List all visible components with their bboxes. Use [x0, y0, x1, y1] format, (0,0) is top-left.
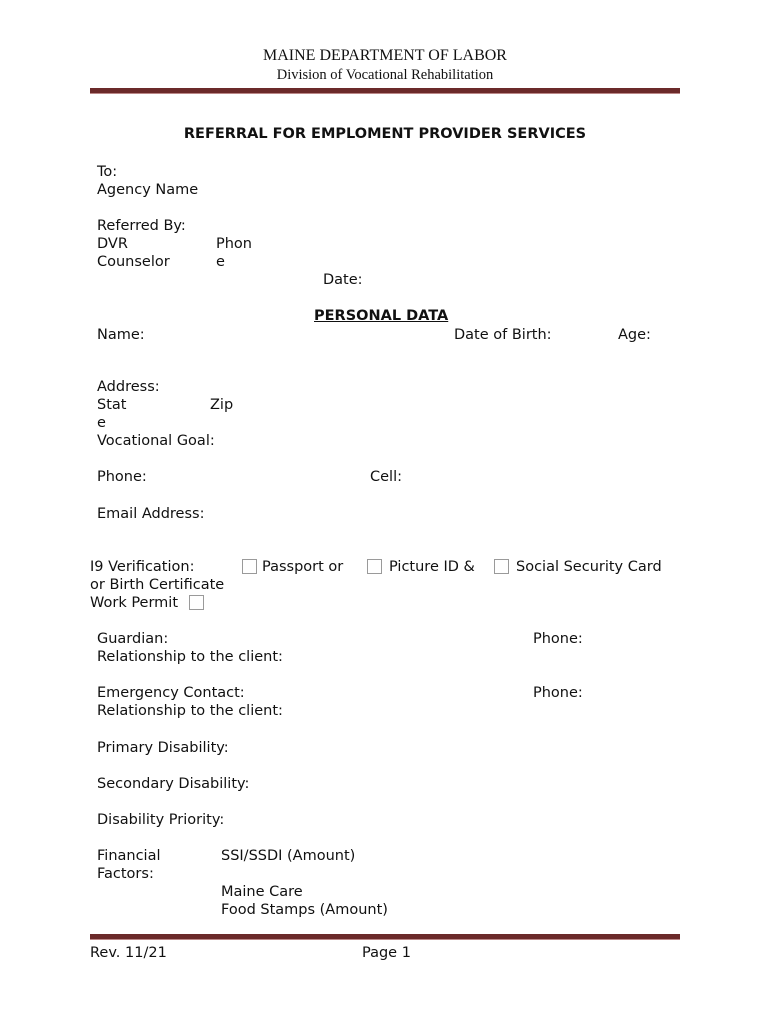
form-title: REFERRAL FOR EMPLOMENT PROVIDER SERVICES [183, 126, 587, 142]
referred-by-label: Referred By: [97, 218, 186, 234]
phone-label: Phone: [97, 469, 147, 485]
state-label-a: Stat [97, 397, 127, 413]
agency-name-label: Agency Name [97, 182, 199, 198]
counselor-label: Counselor [97, 254, 170, 270]
secondary-disability-label: Secondary Disability: [97, 776, 250, 792]
ssi-ssdi-label: SSI/SSDI (Amount) [221, 848, 356, 864]
financial-label-a: Financial [97, 848, 161, 864]
disability-priority-label: Disability Priority: [97, 812, 225, 828]
referrer-phone-label-b: e [216, 254, 225, 270]
date-label: Date: [323, 272, 363, 288]
dob-label: Date of Birth: [454, 327, 552, 343]
emergency-phone-label: Phone: [533, 685, 583, 701]
header-division: Division of Vocational Rehabilitation [276, 67, 494, 83]
picture-id-checkbox[interactable] [367, 559, 382, 574]
picture-id-label: Picture ID & [389, 559, 475, 575]
name-label: Name: [97, 327, 145, 343]
work-permit-label: Work Permit [90, 595, 179, 611]
guardian-phone-label: Phone: [533, 631, 583, 647]
cell-label: Cell: [370, 469, 402, 485]
header-department: MAINE DEPARTMENT OF LABOR [263, 47, 507, 64]
food-stamps-label: Food Stamps (Amount) [221, 902, 388, 918]
social-security-card-checkbox[interactable] [494, 559, 509, 574]
primary-disability-label: Primary Disability: [97, 740, 229, 756]
passport-label: Passport or [262, 559, 344, 575]
footer-rule [90, 934, 680, 940]
emergency-contact-label: Emergency Contact: [97, 685, 245, 701]
passport-checkbox[interactable] [242, 559, 257, 574]
referrer-phone-label-a: Phon [216, 236, 252, 252]
personal-data-heading: PERSONAL DATA [314, 308, 449, 324]
age-label: Age: [618, 327, 651, 343]
work-permit-checkbox[interactable] [189, 595, 204, 610]
page-number: Page 1 [362, 945, 411, 961]
guardian-relationship-label: Relationship to the client: [97, 649, 283, 665]
i9-verification-label: I9 Verification: [90, 559, 195, 575]
state-label-b: e [97, 415, 106, 431]
revision-label: Rev. 11/21 [90, 945, 167, 961]
email-label: Email Address: [97, 506, 205, 522]
header-rule [90, 88, 680, 94]
vocational-goal-label: Vocational Goal: [97, 433, 215, 449]
guardian-label: Guardian: [97, 631, 169, 647]
zip-label: Zip [210, 397, 234, 413]
financial-label-b: Factors: [97, 866, 154, 882]
maine-care-label: Maine Care [221, 884, 303, 900]
address-label: Address: [97, 379, 160, 395]
social-security-card-label: Social Security Card [516, 559, 662, 575]
to-label: To: [97, 164, 118, 180]
emergency-relationship-label: Relationship to the client: [97, 703, 283, 719]
birth-certificate-label: or Birth Certificate [90, 577, 225, 593]
dvr-label: DVR [97, 236, 128, 252]
